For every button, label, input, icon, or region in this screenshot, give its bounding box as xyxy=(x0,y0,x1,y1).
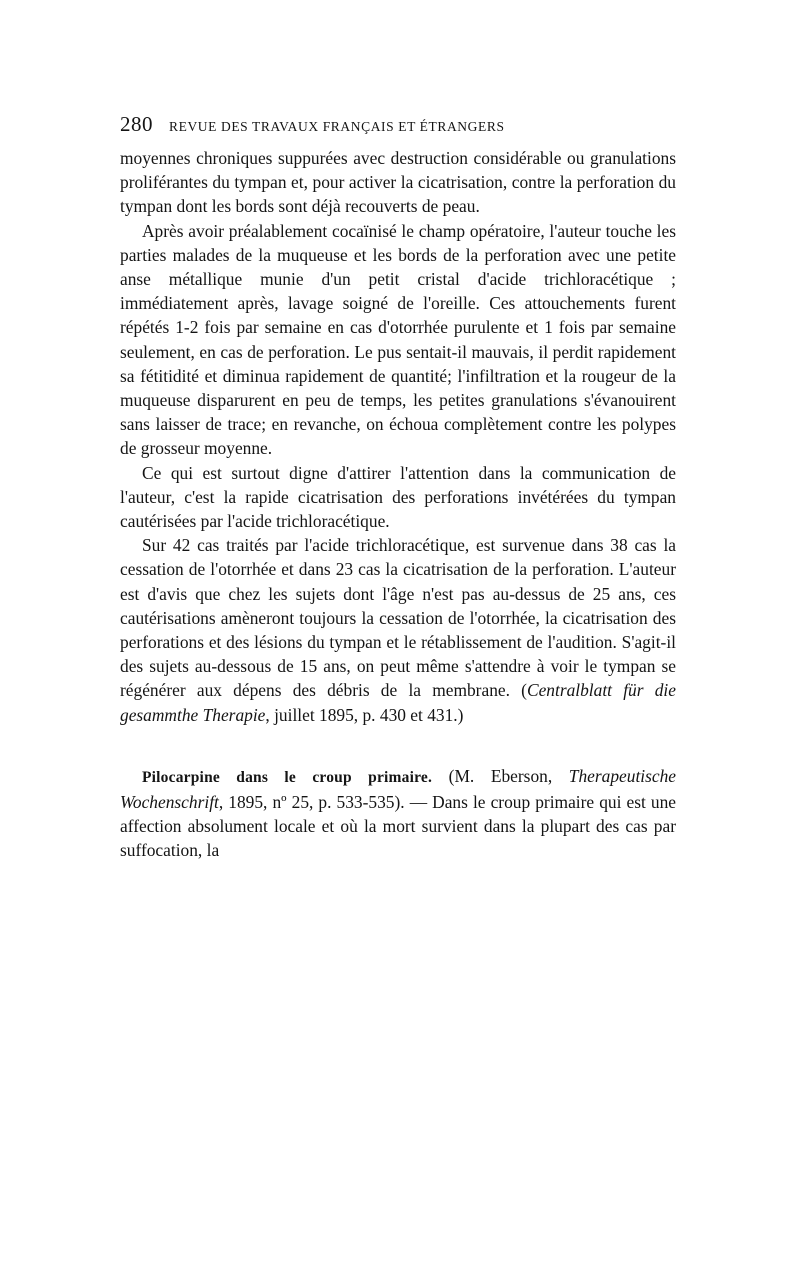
reference-details: , 1895, nº 25, p. 533-535). — Dans le croup primaire qui est une affection absolument locale et où la mort survient dans la plupart des cas par suffocation, la xyxy=(120,792,676,861)
paragraph-continuation: moyennes chroniques suppurées avec destruction considérable ou granulations proliférantes du tympan et, pour activer la cicatrisation, contre la perforation du tympan dont les bords sont déjà recouverts de peau. xyxy=(120,148,676,217)
reference-journal: Therapeutische Wochenschrift xyxy=(120,765,677,813)
citation-open: ( xyxy=(521,680,527,701)
section-spacer xyxy=(120,727,676,764)
section-paragraph xyxy=(120,764,676,863)
paragraph-observation: Ce qui est surtout digne d'attirer l'attention dans la communication de l'auteur, c'est la rapide cicatrisation des perforations invétérées du tympan cautérisées par l'acide trichloracétique. xyxy=(120,462,676,532)
article-body xyxy=(120,146,676,863)
running-title: REVUE DES TRAVAUX FRANÇAIS ET ÉTRANGERS xyxy=(169,119,505,134)
citation-details: , juillet 1895, p. 430 et 431.) xyxy=(265,704,464,725)
running-head xyxy=(120,112,676,146)
paragraph-results xyxy=(120,533,676,727)
reference-open: (M. Eberson, xyxy=(432,765,569,786)
page-number: 280 xyxy=(120,112,153,136)
section-title: Pilocarpine dans le croup primaire. xyxy=(142,768,433,786)
results-text: Sur 42 cas traités par l'acide trichloracétique, est survenue dans 38 cas la cessation de l'otorrhée et dans 23 cas la cicatrisation de la perforation. L'auteur est d'avis que chez les sujets dont l'âge n'est pas au-dessus de 25 ans, ces cautérisations amèneront toujours la cessation de l'otorrhée, la cicatrisation des perforations et des lésions du tympan et le rétablissement de l'audition. S'agit-il des sujets au-dessous de 15 ans, on peut même s'attendre à voir le tympan se régénérer aux dépens des débris de la membrane. xyxy=(120,535,676,701)
paragraph-procedure: Après avoir préalablement cocaïnisé le champ opératoire, l'auteur touche les parties malades de la muqueuse et les bords de la perforation avec une petite anse métallique munie d'un petit cristal d'acide trichloracétique ; immédiatement après, lavage soigné de l'oreille. Ces attouchements furent répétés 1-2 fois par semaine en cas d'otorrhée purulente et 1 fois par semaine seulement, en cas de perforation. Le pus sentait-il mauvais, il perdit rapidement sa fétitidité et diminua rapidement de quantité; l'infiltration et la rougeur de la muqueuse disparurent en peu de temps, les petites granulations s'évanouirent sans laisser de trace; en revanche, on échoua complètement contre les polypes de grosseur moyenne. xyxy=(120,220,676,459)
citation-journal: Centralblatt für die gesammthe Therapie xyxy=(120,680,676,725)
book-page xyxy=(120,112,676,863)
